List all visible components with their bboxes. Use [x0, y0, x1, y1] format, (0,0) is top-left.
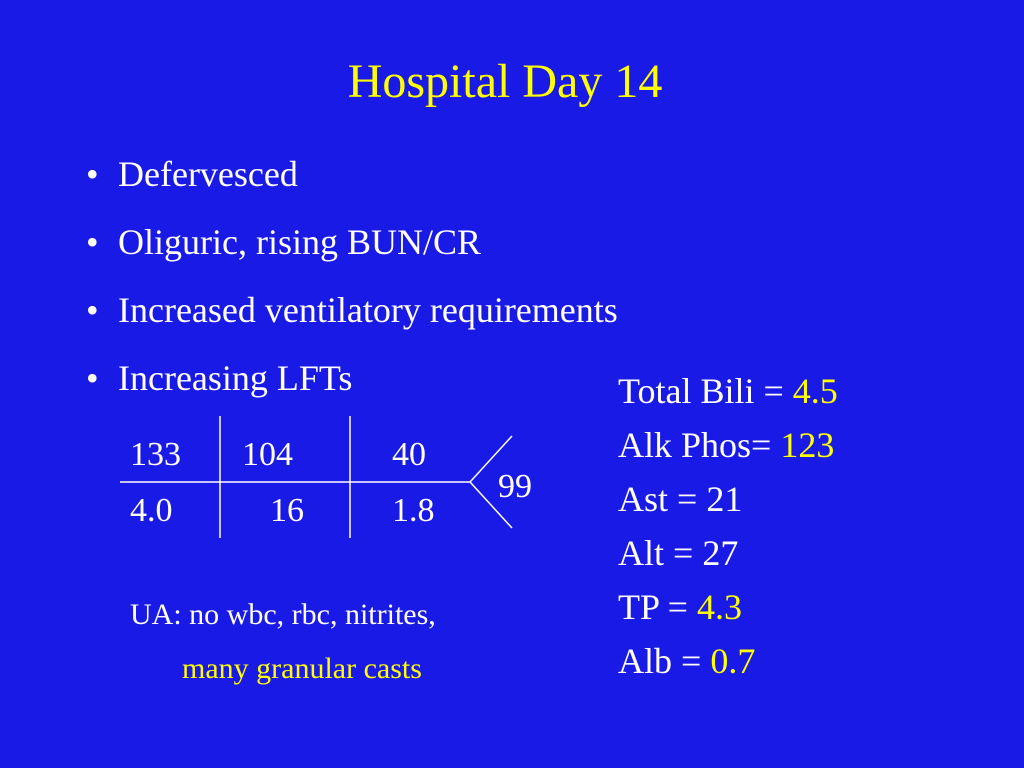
urinalysis-line-1: UA: no wbc, rbc, nitrites, [130, 598, 436, 631]
bullet-text: Defervesced [118, 154, 298, 194]
liver-labs [618, 364, 838, 688]
bullet-text: Increasing LFTs [118, 358, 353, 398]
lab-row-total-bili [618, 364, 838, 418]
bicarbonate-value: 16 [270, 492, 304, 529]
lab-label: Total Bili = [618, 371, 793, 411]
bullet-text: Oliguric, rising BUN/CR [118, 222, 482, 262]
lab-row-alk-phos [618, 418, 838, 472]
creatinine-value: 1.8 [392, 492, 435, 529]
bullet-item [86, 276, 618, 344]
lab-row-alt [618, 526, 838, 580]
sodium-value: 133 [130, 436, 181, 473]
lab-label: Alk Phos= [618, 425, 781, 465]
bullet-icon: • [86, 358, 99, 398]
lab-value: 0.7 [710, 641, 756, 681]
bullet-item [86, 344, 618, 412]
fishbone-lines [120, 416, 560, 544]
potassium-value: 4.0 [130, 492, 173, 529]
chloride-value: 104 [242, 436, 293, 473]
bullet-icon: • [86, 154, 99, 194]
bullet-icon: • [86, 290, 99, 330]
bullet-text: Increased ventilatory requirements [118, 290, 618, 330]
lab-value: 4.3 [696, 587, 742, 627]
bullet-item [86, 140, 618, 208]
lab-value: 27 [702, 533, 739, 573]
lab-row-ast [618, 472, 838, 526]
urinalysis-line-2: many granular casts [182, 652, 422, 685]
bullet-item [86, 208, 618, 276]
lab-value: 4.5 [792, 371, 838, 411]
bullet-list [86, 140, 618, 412]
glucose-value: 99 [498, 468, 532, 505]
lab-value: 123 [780, 425, 835, 465]
lab-label: Alb = [618, 641, 711, 681]
bullet-icon: • [86, 222, 99, 262]
lab-label: TP = [618, 587, 697, 627]
lab-label: Ast = [618, 479, 707, 519]
lab-value: 21 [706, 479, 743, 519]
chem-panel-fishbone [120, 416, 560, 544]
lab-row-tp [618, 580, 838, 634]
lab-row-alb [618, 634, 838, 688]
slide-title: Hospital Day 14 [347, 55, 663, 108]
bun-value: 40 [392, 436, 426, 473]
lab-label: Alt = [618, 533, 703, 573]
